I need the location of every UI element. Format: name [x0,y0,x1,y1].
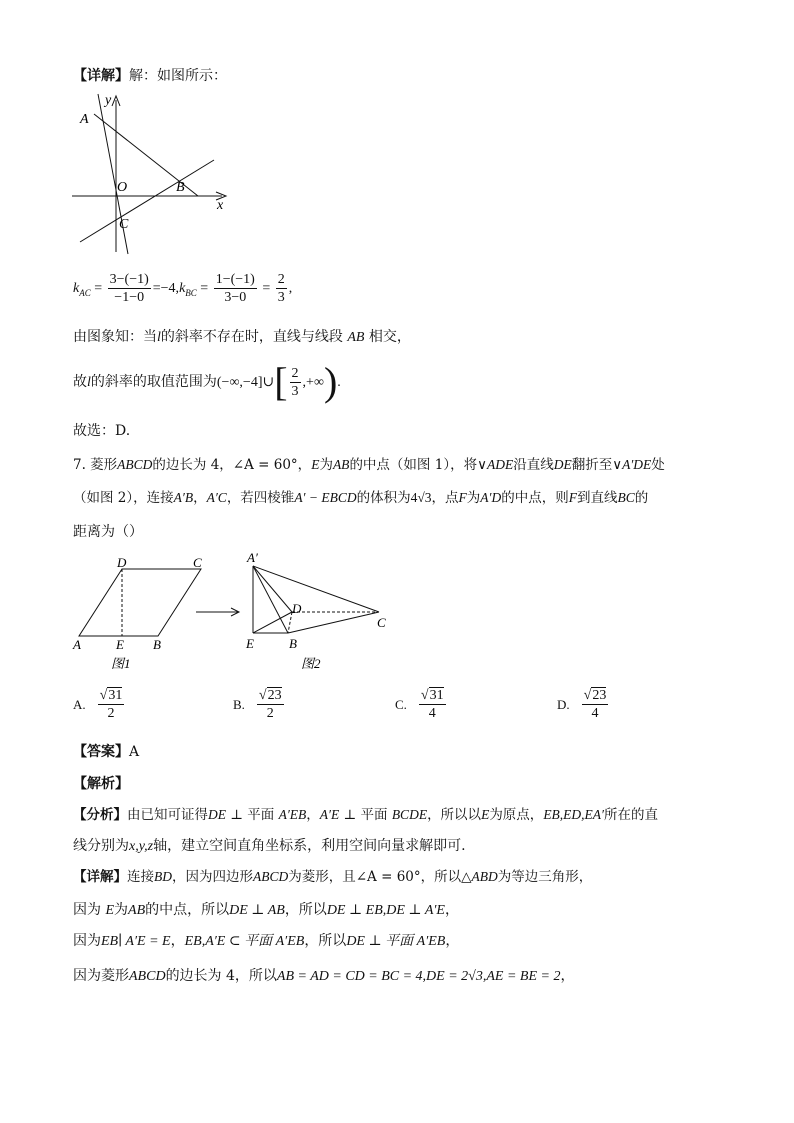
fig1-label-c: C [193,555,202,570]
question-7-line-3: 距离为（） [73,524,143,540]
detail-tag: 【详解】 [73,68,129,84]
rhombus-abcd [79,569,201,636]
question-7-figures [66,548,406,674]
choice-line: 故选：D. [73,423,131,439]
label-c: C [119,217,129,232]
option-b[interactable]: B. $\frac{√23}{2}$ [233,688,282,721]
fig2-label-aprime: A′ [247,550,258,565]
option-c[interactable]: C. $\frac{√31}{4}$ [395,688,444,721]
question-7-line-2: （如图 2），连接A′B，A′C，若四棱锥A′ − EBCD的体积为4√3，点F为A′D的中点，则F到直线BC的 [73,490,649,506]
fig1-label-d: D [117,555,127,570]
fraction-ac: $\frac{3-(-1)}{-1-0}$ [109,272,149,306]
fig1-label-b: B [153,637,161,652]
option-a[interactable]: A. $\frac{√31}{2}$ [73,688,123,721]
fig1-label-a: A [73,637,81,652]
question-7-line-1: 7. 菱形ABCD的边长为 4，∠A = 60°，E为AB的中点（如图 1），将∨ADE沿直线DE翻折至∨A′DE处 [73,457,665,473]
option-d[interactable]: D. $\frac{√23}{4}$ [557,688,607,721]
line-cb [80,160,214,242]
label-y: y [105,93,112,108]
xiangjie-line-2: 因为 E为AB的中点，所以DE ⊥ AB，所以DE ⊥ EB,DE ⊥ A′E， [73,902,459,918]
label-o: O [117,180,128,195]
fraction-bc: $\frac{1-(-1)}{3-0}$ [215,272,255,306]
slope-formula: $k_{AC}$ = $\frac{3-(-1)}{-1-0}$ $=-4,k_{BC}$ = $\frac{1-(-1)}{3-0}$ = $\frac{2}{3}$ , [73,272,293,306]
xiangjie-line-3: 因为EB∣ A′E = E，EB,A′E ⊂ 平面 A′EB，所以DE ⊥ 平面 A′EB， [73,933,460,949]
coordinate-figure [70,92,230,258]
fenxi-line-1: 【分析】由已知可证得DE ⊥ 平面 A′EB，A′E ⊥ 平面 BCDE，所以以E为原点，EB,ED,EA′所在的直 [73,807,658,823]
label-a: A [80,112,89,127]
answer-value: A [129,744,140,760]
label-b: B [176,180,185,195]
answer-tag: 【答案】 [73,744,129,760]
analysis-heading: 【解析】 [73,776,129,792]
observation-line: 由图象知：当l的斜率不存在时，直线与线段 AB 相交， [73,329,411,345]
fig2-label-e: E [246,636,254,651]
fig2-label-b: B [289,636,297,651]
xiangjie-line-1: 【详解】连接BD，因为四边形ABCD为菱形，且∠A = 60°，所以△ABD为等边三角形， [73,869,593,885]
range-line: 故l的斜率的取值范围为(−∞,−4]∪[ $\frac{2}{3}$ ,+∞). [73,359,341,404]
fraction-result: $\frac{2}{3}$ [277,272,285,306]
range-fraction: $\frac{2}{3}$ [291,365,299,399]
intro-line [73,66,227,86]
fenxi-line-2: 线分别为x,y,z轴，建立空间直角坐标系，利用空间向量求解即可. [73,838,466,854]
intro-text: 解：如图所示： [129,68,227,84]
fig2-label-c: C [377,615,386,630]
fig1-label-e: E [116,637,124,652]
label-x: x [217,198,224,213]
fig2-caption: 图2 [301,656,321,671]
answer-line [73,742,139,762]
fig1-caption: 图1 [111,656,131,671]
xiangjie-line-4: 因为菱形ABCD的边长为 4，所以AB = AD = CD = BC = 4,DE = 2√3,AE = BE = 2， [73,968,575,984]
fig2-label-d: D [292,601,302,616]
